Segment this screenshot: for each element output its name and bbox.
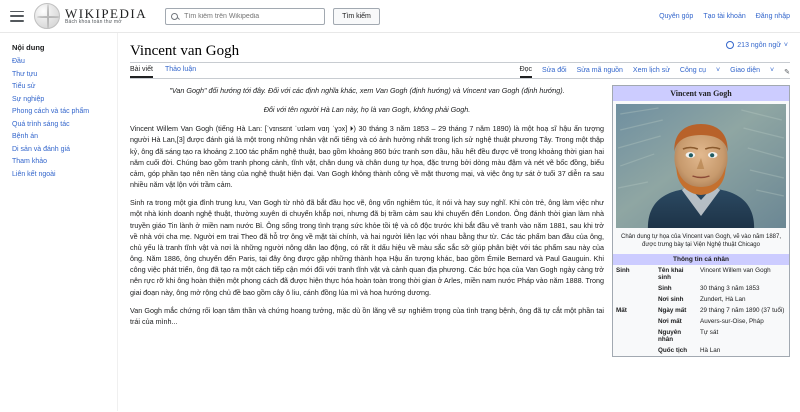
wordmark-main: WIKIPEDIA xyxy=(65,5,148,21)
language-count: 213 ngôn ngữ xyxy=(737,41,781,49)
table-row xyxy=(613,327,789,345)
infobox-value-quoc-tich: Hà Lan xyxy=(700,346,721,354)
sidebar-item-tieu-su[interactable]: Tiểu sử xyxy=(12,83,36,90)
tab-edit[interactable]: Sửa đổi xyxy=(542,67,567,74)
paragraph-3: Van Gogh mắc chứng rối loạn tâm thần và chứng hoang tưởng, mặc dù ồn lãng vẽ sự nghiêm trọng của tình trạng bệnh, ông đã tự cắt một phần tai trái của mình... xyxy=(130,305,604,326)
tab-edit-source[interactable]: Sửa mã nguồn xyxy=(576,67,623,74)
chevron-down-icon-appearance[interactable]: ˅ xyxy=(770,67,775,74)
article-content xyxy=(118,33,800,411)
sidebar-item-tham-khao[interactable]: Tham khảo xyxy=(12,158,48,165)
infobox-value-nguyen-nhan: Tự sát xyxy=(700,328,719,336)
hamburger-icon[interactable] xyxy=(10,11,24,22)
infobox-group-blank-1 xyxy=(613,283,655,294)
infobox-label-noi-sinh: Nơi sinh xyxy=(658,295,684,303)
tab-bar xyxy=(130,63,790,79)
infobox-label-ten-khai-sinh: Tên khai sinh xyxy=(658,266,684,281)
infobox-value-ten-khai-sinh: Vincent Willem van Gogh xyxy=(700,266,771,274)
infobox-group-sinh: Sinh xyxy=(616,266,630,274)
login-link[interactable]: Đăng nhập xyxy=(755,12,790,20)
hatnote-1: "Van Gogh" đổi hướng tới đây. Đối với các định nghĩa khác, xem Van Gogh (định hướng) và Vincent van Gogh (định hướng). xyxy=(169,86,565,95)
tab-tools[interactable]: Công cụ xyxy=(679,67,706,74)
tab-read[interactable]: Đọc xyxy=(520,66,532,78)
infobox-value-ngay-mat: 29 tháng 7 năm 1890 (37 tuổi) xyxy=(700,306,785,314)
infobox-label-nguyen-nhan: Nguyên nhân xyxy=(658,328,682,343)
page-title: Vincent van Gogh xyxy=(130,43,240,59)
create-account-link[interactable]: Tạo tài khoản xyxy=(703,12,746,20)
search-box[interactable] xyxy=(165,8,325,25)
infobox-label-ngay-mat: Ngày mất xyxy=(658,306,687,314)
infobox-value-noi-sinh: Zundert, Hà Lan xyxy=(700,295,746,303)
globe-icon xyxy=(34,3,60,29)
infobox-group-blank-5 xyxy=(613,345,655,356)
article-body xyxy=(130,85,604,357)
tab-article[interactable]: Bài viết xyxy=(130,66,153,78)
infobox-group-blank-2 xyxy=(613,294,655,305)
sidebar-item-lien-ket[interactable]: Liên kết ngoài xyxy=(12,170,56,178)
sidebar-item-benh-an[interactable]: Bệnh án xyxy=(12,133,39,140)
tab-history[interactable]: Xem lịch sử xyxy=(632,67,670,74)
infobox-label-noi-mat: Nơi mất xyxy=(658,317,682,325)
table-row xyxy=(613,265,789,283)
infobox-caption: Chân dung tự họa của Vincent van Gogh, vẽ vào năm 1887, được trưng bày tại Viện Nghệ thuật Chicago xyxy=(620,234,782,249)
table-row xyxy=(613,283,789,294)
infobox-table xyxy=(613,265,789,356)
search-input[interactable] xyxy=(182,12,319,21)
infobox xyxy=(612,85,790,357)
sidebar-list xyxy=(12,58,109,178)
paragraph-1: Vincent Willem Van Gogh (tiếng Hà Lan: [ˈvɪnsɛnt ˈʋɪləm vɑŋ ˈɣɔx] ⏵) 30 tháng 3 năm 1853 – 29 tháng 7 năm 1890) là một hoạ sĩ hậu ấn tượng người Hà Lan,[3] được đánh giá là một trong những nhân vật nổi tiếng và có ảnh hưởng nhất trong lịch sử nghệ thuật phương Tây. Trong một thập kỷ, ông đã sáng tạo ra khoảng 2.100 tác phẩm nghệ thuật, bao gồm khoảng 860 bức tranh sơn dầu, hầu hết đều được vẽ trong khoảng thời gian hai năm cuối đời. Chúng bao gồm tranh phong cảnh, tĩnh vật, chân dung và chân dung tự họa, đặc trưng bởi dòng màu đậm và nét vẽ bốc đồng, biểu cảm, góp phần tạo nên nền tảng của nghệ thuật hiện đại. Van Gogh không thành công về mặt thương mại, và việc ông tự sát ở tuổi 37 diễn ra sau nhiều năm vật lộn với trầm cảm. xyxy=(130,124,604,190)
chevron-down-icon-tools[interactable]: ˅ xyxy=(715,67,721,74)
paragraph-2: Sinh ra trong một gia đình trung lưu, Van Gogh từ nhỏ đã bắt đầu học vẽ, ông vốn nghiêm túc, ít nói và hay suy nghĩ. Khi còn trẻ, ông làm việc như một nhà kinh doanh nghệ thuật, thường xuyên di chuyển khắp nơi, nhưng đã bị trầm cảm sau khi chuyển đến London. Ông đánh thời gian làm nhà truyền giáo Tin lành ở miền nam nước Bỉ. Ông sống trong tình trạng sức khỏe tồi tệ và cô độc trước khi bắt đầu vẽ tranh vào năm 1881, sau khi trở về nhà với cha mẹ. Người em trai Theo đã hỗ trợ ông về mặt tài chính, và hai người liên lạc với nhau bằng thư từ. Các tác phẩm ban đầu của ông, chủ yếu là tranh tĩnh vật và nơi là những người nông dân lao động, có rất ít dấu hiệu về màu sắc sắc sỡ giúp phân biệt với tác phẩm sau này của ông. Năm 1886, ông chuyển đến Paris, tại đây ông được gặp những thành họa Hậu ấn tượng khác, bao gồm Émile Bernard và Paul Gauguin. Khi công việc phát triển, ông đã tạo ra một cách tiếp cận mới đối với tranh tĩnh vật và cảnh quan địa phương. Các bức họa của Van Gogh ngày càng trở nên rực rỡ khi ông hoàn thiện một phong cách đã được hiện thực hóa hoàn toàn trong thời gian ở Arles, miền nam nước Pháp vào năm 1888. Trong giai đoạn này, ông mở rộng chủ đề bao gồm cây ô liu, cánh đồng lúa mì và hoa hướng dương. xyxy=(130,198,604,297)
infobox-value-sinh: 30 tháng 3 năm 1853 xyxy=(700,284,760,292)
infobox-group-blank-3 xyxy=(613,316,655,327)
self-portrait-image xyxy=(616,104,786,228)
globe-small-icon xyxy=(726,41,734,49)
wordmark-sub: Bách khoa toàn thư mở xyxy=(65,19,122,26)
donate-link[interactable]: Quyên góp xyxy=(659,12,694,20)
edit-pencil-icon[interactable]: ✎ xyxy=(784,69,790,76)
sidebar-heading: Nội dung xyxy=(12,43,45,52)
infobox-label-quoc-tich: Quốc tịch xyxy=(658,346,688,354)
top-right-links xyxy=(659,13,790,20)
search-button[interactable]: Tìm kiếm xyxy=(333,8,380,25)
top-bar xyxy=(0,0,800,33)
sidebar-item-di-san[interactable]: Di sản và đánh giá xyxy=(12,145,70,153)
sidebar-item-phong-cach[interactable]: Phong cách và tác phẩm xyxy=(12,108,90,115)
infobox-section-header: Thông tin cá nhân xyxy=(613,254,789,265)
sidebar xyxy=(0,33,118,411)
table-row xyxy=(613,345,789,356)
infobox-value-noi-mat: Auvers-sur-Oise, Pháp xyxy=(700,317,764,325)
sidebar-item-su-nghiep[interactable]: Sự nghiệp xyxy=(12,95,45,103)
infobox-image-wrap xyxy=(613,101,789,231)
infobox-group-blank-4 xyxy=(613,327,655,345)
wikipedia-logo[interactable] xyxy=(34,3,147,29)
tab-talk[interactable]: Thảo luận xyxy=(164,66,197,73)
hatnote-2: Đối với tên người Hà Lan này, họ là van Gogh, không phải Gogh. xyxy=(263,105,471,115)
sidebar-item-dau[interactable]: Đầu xyxy=(12,58,25,65)
search-icon xyxy=(171,13,178,20)
table-row xyxy=(613,316,789,327)
table-row xyxy=(613,305,789,316)
infobox-title: Vincent van Gogh xyxy=(613,86,789,101)
sidebar-item-qua-trinh[interactable]: Quá trình sáng tác xyxy=(12,120,70,128)
chevron-down-icon: ˅ xyxy=(783,41,788,49)
appearance-label[interactable]: Giao diện xyxy=(730,67,761,74)
sidebar-item-thu-tuu[interactable]: Thư tựu xyxy=(12,70,38,78)
table-row xyxy=(613,294,789,305)
infobox-group-mat: Mất xyxy=(616,306,627,314)
language-button[interactable] xyxy=(726,41,788,49)
infobox-label-sinh: Sinh xyxy=(658,284,672,292)
